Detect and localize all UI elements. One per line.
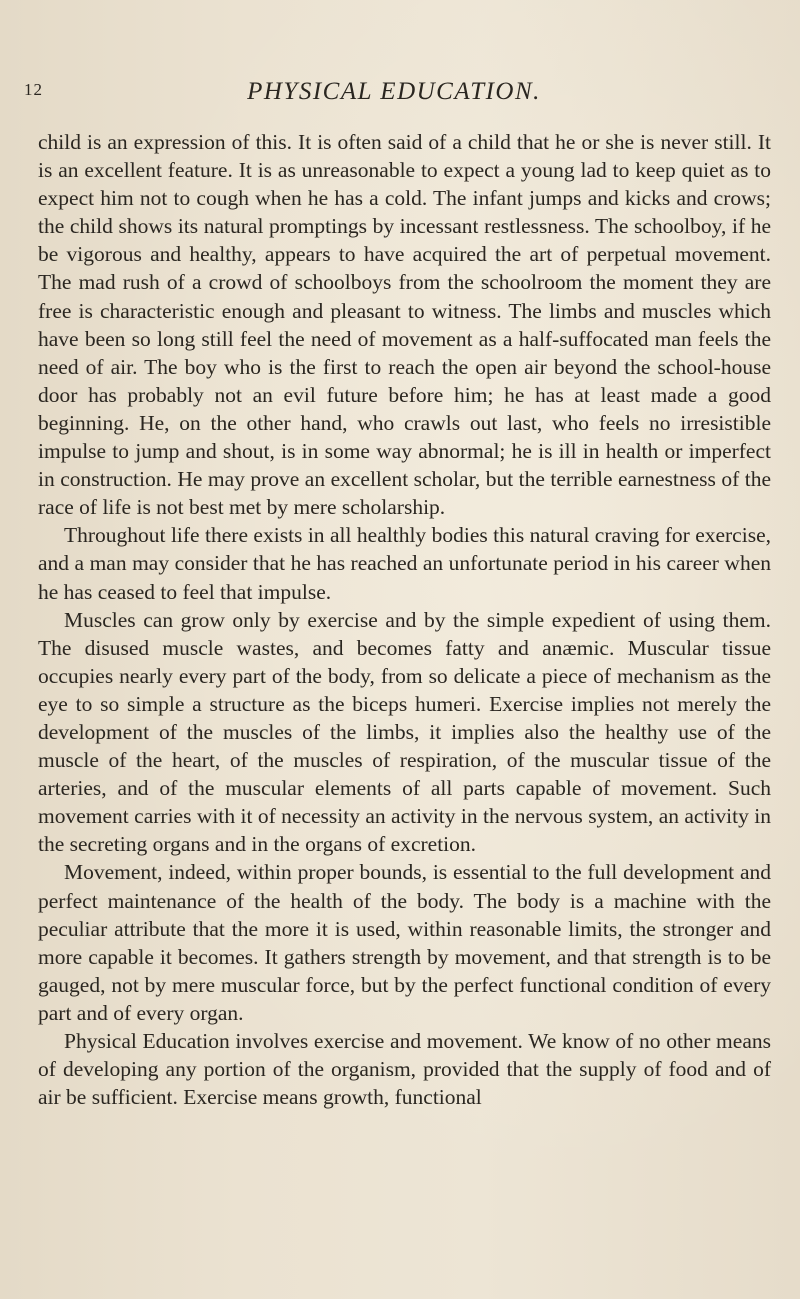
paragraph-1: child is an expression of this. It is often said of a child that he or she is never still. It is an excellent feature. It is as unreasonable to expect a young lad to keep quiet as to expect him not to cough when he has a cold. The infant jumps and kicks and crows; the child shows its natural promptings by incessant restlessness. The schoolboy, if he be vigorous and healthy, appears to have acquired the art of perpetual movement. The mad rush of a crowd of schoolboys from the schoolroom the moment they are free is characteristic enough and pleasant to witness. The limbs and muscles which have been so long still feel the need of movement as a half-suffocated man feels the need of air. The boy who is the first to reach the open air beyond the school-house door has probably not an evil future before him; he has at least made a good beginning. He, on the other hand, who crawls out last, who feels no irresistible impulse to jump and shout, is in some way abnormal; he is ill in health or imperfect in construction. He may prove an excellent scholar, but the terrible earnestness of the race of life is not best met by mere scholarship. — [38, 130, 771, 520]
page-number: 12 — [24, 80, 43, 99]
page-header — [24, 80, 764, 110]
paragraph-2: Throughout life there exists in all healthly bodies this natural craving for exercise, and a man may consider that he has reached an unfortunate period in his career when he has ceased to feel that impulse. — [38, 523, 771, 604]
paragraph-5: Physical Education involves exercise and movement. We know of no other means of developing any portion of the organism, provided that the supply of food and of air be sufficient. Exercise means growth, functional — [38, 1029, 771, 1110]
body-text — [38, 128, 771, 1111]
paragraph-4: Movement, indeed, within proper bounds, is essential to the full development and perfect maintenance of the health of the body. The body is a machine with the peculiar attribute that the more it is used, within reasonable limits, the stronger and more capable it becomes. It gathers strength by movement, and that strength is to be gauged, not by mere muscular force, but by the perfect functional condition of every part and of every organ. — [38, 860, 771, 1025]
running-head: PHYSICAL EDUCATION. — [247, 78, 541, 105]
paragraph-3: Muscles can grow only by exercise and by the simple expedient of using them. The disused muscle wastes, and becomes fatty and anæmic. Muscular tissue occupies nearly every part of the body, from so delicate a piece of mechanism as the eye to so simple a structure as the biceps humeri. Exercise implies not merely the development of the muscles of the limbs, it implies also the healthy use of the muscle of the heart, of the muscles of respiration, of the muscular tissue of the arteries, and of the muscular elements of all parts capable of movement. Such movement carries with it of necessity an activity in the nervous system, an activity in the secreting organs and in the organs of excretion. — [38, 607, 771, 857]
